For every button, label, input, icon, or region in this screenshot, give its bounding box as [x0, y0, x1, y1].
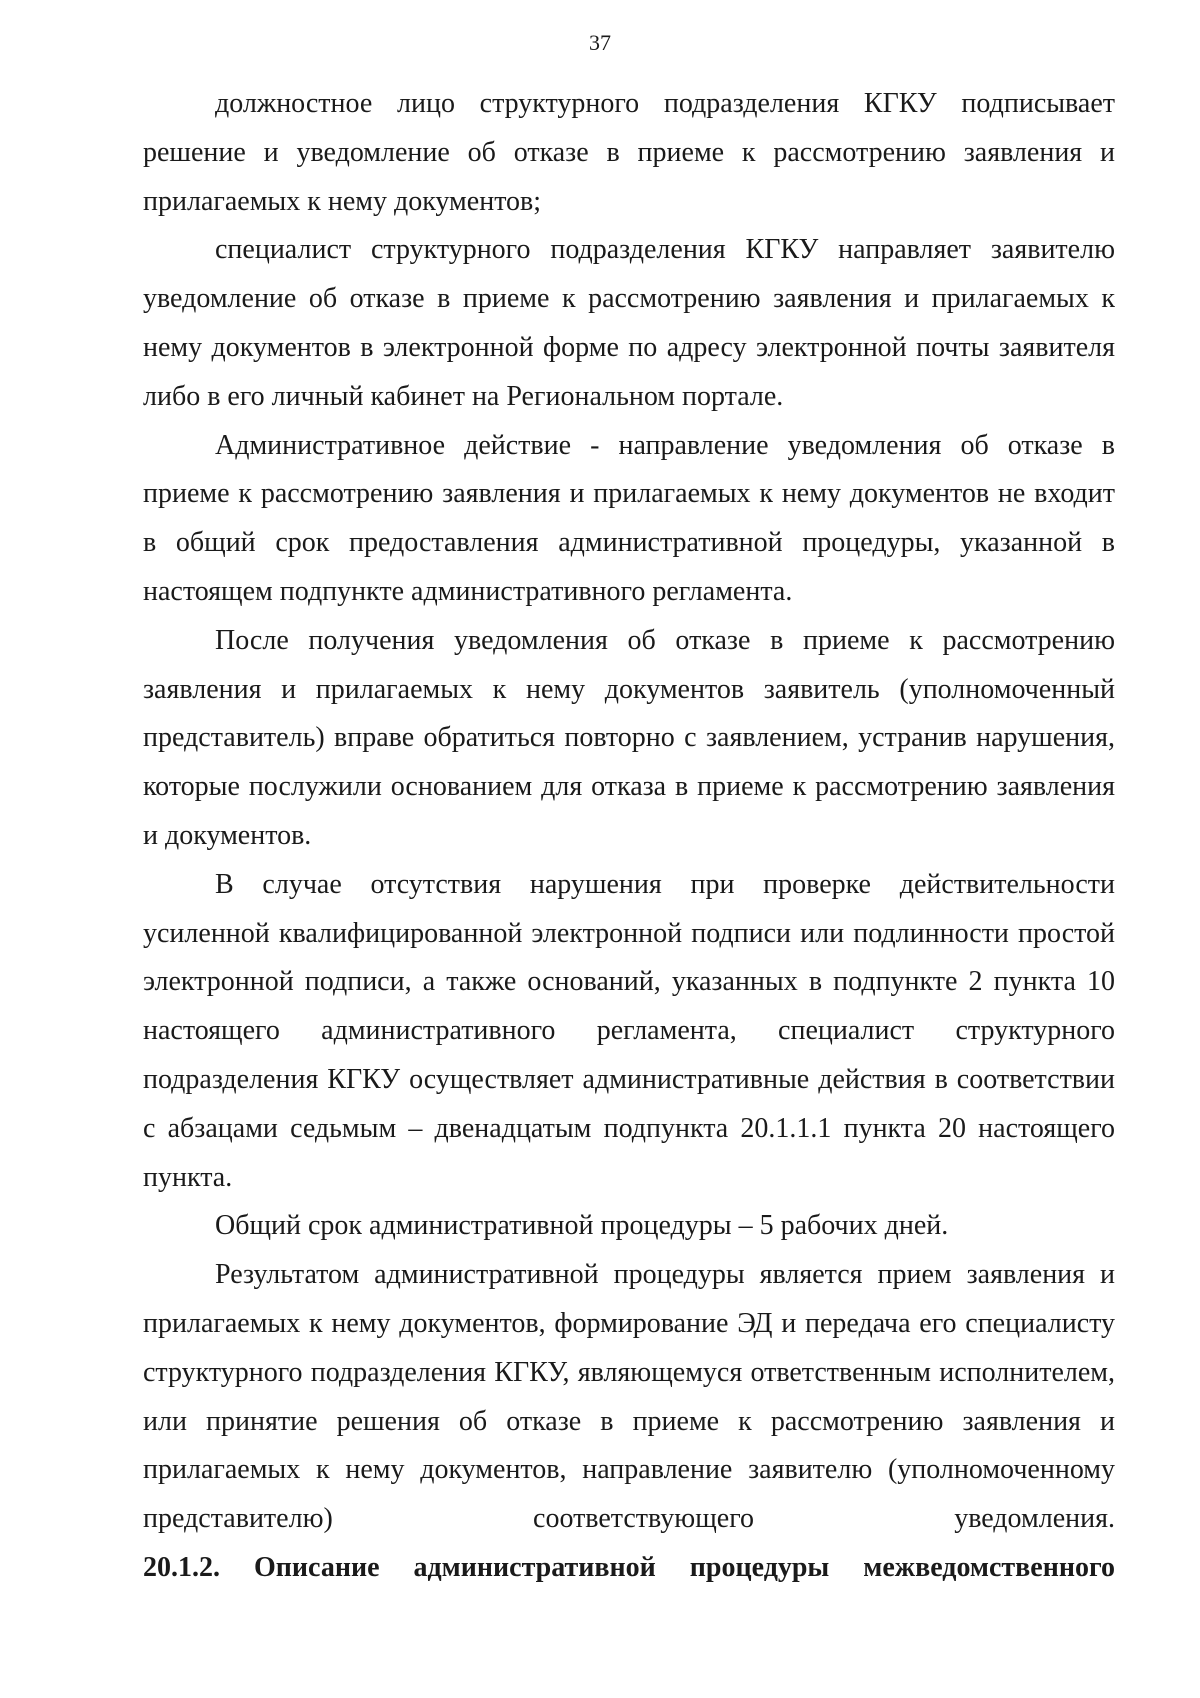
section-heading: 20.1.2. Описание административной процедуры межведомственного: [143, 1551, 1115, 1583]
paragraph-no-violation: В случае отсутствия нарушения при проверке действительности усиленной квалифицированной электронной подписи или подлинности простой электронной подписи, а также оснований, указанных в подпункте 2 пункта 10 настоящего административного регламента, специалист структурного подразделения КГКУ осуществляет административные действия в соответствии с абзацами седьмым – двенадцатым подпункта 20.1.1.1 пункта 20 настоящего пункта.: [143, 868, 1115, 1193]
page-number: 37: [589, 30, 611, 55]
document-body: [143, 80, 1115, 1593]
paragraph-notification-sending: специалист структурного подразделения КГКУ направляет заявителю уведомление об отказе в приеме к рассмотрению заявления и прилагаемых к нему документов в электронной форме по адресу электронной почты заявителя либо в его личный кабинет на Региональном портале.: [143, 234, 1115, 412]
paragraph-total-term: Общий срок административной процедуры – 5 рабочих дней.: [215, 1210, 949, 1242]
paragraph-repeat-application: После получения уведомления об отказе в приеме к рассмотрению заявления и прилагаемых к нему документов заявитель (уполномоченный представитель) вправе обратиться повторно с заявлением, устранив нарушения, которые послужили основанием для отказа в приеме к рассмотрению заявления и документов.: [143, 624, 1115, 851]
paragraph-procedure-result: Результатом административной процедуры является прием заявления и прилагаемых к нему документов, формирование ЭД и передача его специалисту структурного подразделения КГКУ, являющемуся ответственным исполнителем, или принятие решения об отказе в приеме к рассмотрению заявления и прилагаемых к нему документов, направление заявителю (уполномоченному представителю) соответствующего уведомления.: [143, 1259, 1115, 1535]
paragraph-signing: должностное лицо структурного подразделения КГКУ подписывает решение и уведомление об отказе в приеме к рассмотрению заявления и прилагаемых к нему документов;: [143, 88, 1115, 217]
paragraph-admin-action-term: Административное действие - направление уведомления об отказе в приеме к рассмотрению заявления и прилагаемых к нему документов не входит в общий срок предоставления административной процедуры, указанной в настоящем подпункте административного регламента.: [143, 429, 1115, 607]
